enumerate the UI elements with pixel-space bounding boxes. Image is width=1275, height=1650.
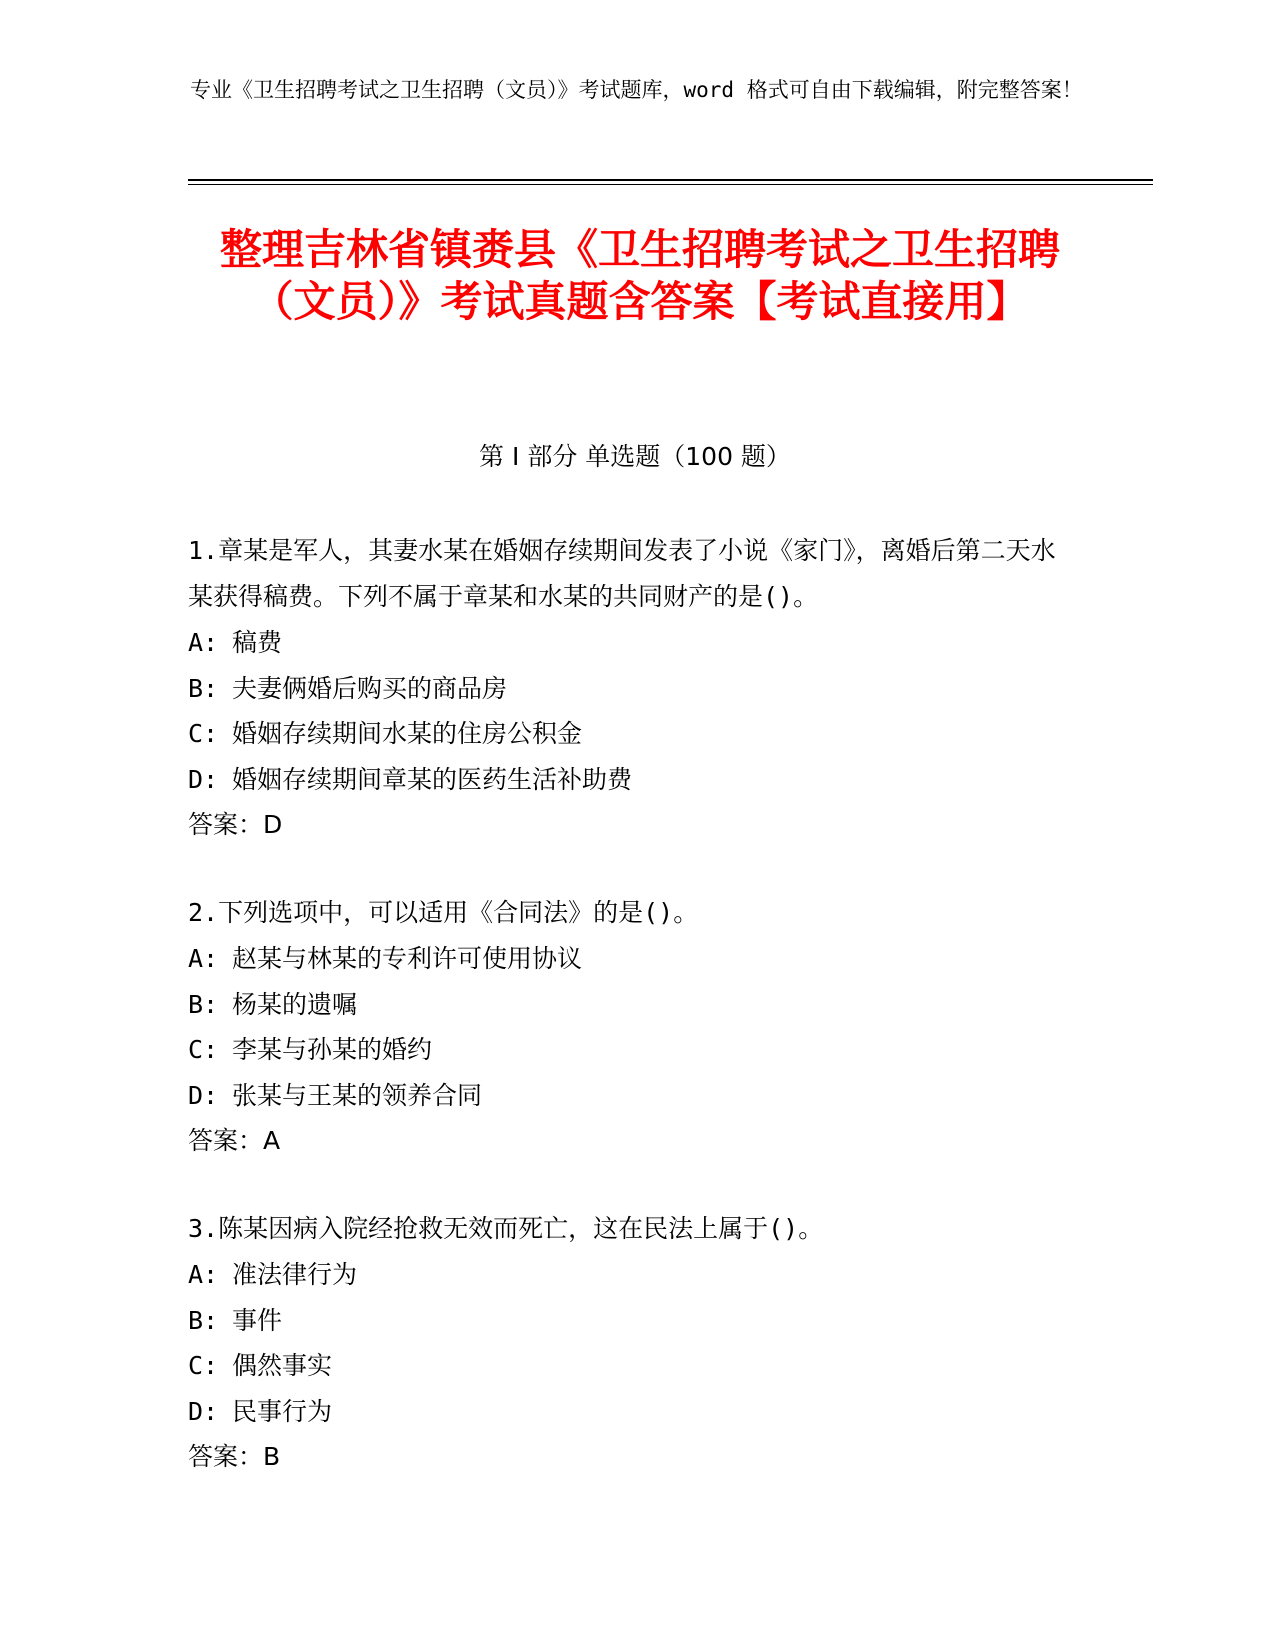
answer-line: 答案：B <box>188 1442 281 1471</box>
option-letter: B: <box>188 673 219 703</box>
option-text: 张某与王某的领养合同 <box>232 1080 483 1110</box>
option-letter: C: <box>188 1351 219 1380</box>
option-d <box>188 757 1088 803</box>
question-3 <box>188 1206 1088 1480</box>
option-letter: A: <box>188 944 219 973</box>
option-a <box>188 936 1088 982</box>
option-letter: B: <box>188 1305 219 1335</box>
option-letter: A: <box>188 628 219 657</box>
document-title: 整理吉林省镇赉县《卫生招聘考试之卫生招聘（文员）》考试真题含答案【考试直接用】 <box>219 225 1060 326</box>
option-b <box>188 1298 1088 1344</box>
header-rule-thick <box>188 179 1153 181</box>
option-letter: C: <box>188 719 219 748</box>
option-text: 赵某与林某的专利许可使用协议 <box>232 944 583 973</box>
option-text: 偶然事实 <box>232 1351 333 1380</box>
option-letter: D: <box>188 764 219 794</box>
answer-line: 答案：A <box>188 1126 281 1155</box>
option-text: 民事行为 <box>232 1396 333 1426</box>
header-rule-thin <box>188 184 1153 185</box>
option-text: 婚姻存续期间水某的住房公积金 <box>232 719 583 748</box>
option-letter: D: <box>188 1080 219 1110</box>
question-1 <box>188 528 1088 848</box>
option-a <box>188 620 1088 666</box>
option-b <box>188 666 1088 712</box>
option-letter: B: <box>188 989 219 1019</box>
option-c <box>188 711 1088 757</box>
option-d <box>188 1389 1088 1435</box>
option-c <box>188 1027 1088 1073</box>
option-d <box>188 1073 1088 1119</box>
option-text: 稿费 <box>232 628 283 657</box>
option-letter: A: <box>188 1260 219 1289</box>
option-text: 李某与孙某的婚约 <box>232 1035 433 1064</box>
question-2 <box>188 890 1088 1164</box>
question-stem: 3.陈某因病入院经抢救无效而死亡，这在民法上属于()。 <box>188 1214 824 1243</box>
option-letter: C: <box>188 1035 219 1064</box>
option-a <box>188 1252 1088 1298</box>
option-c <box>188 1343 1088 1389</box>
question-stem: 2.下列选项中，可以适用《合同法》的是()。 <box>188 898 699 927</box>
option-text: 杨某的遗嘱 <box>232 989 358 1019</box>
option-text: 夫妻俩婚后购买的商品房 <box>232 673 508 703</box>
option-b <box>188 982 1088 1028</box>
answer-line: 答案：D <box>188 810 283 839</box>
option-text: 婚姻存续期间章某的医药生活补助费 <box>232 764 633 794</box>
section-heading: 第 I 部分 单选题（100 题） <box>479 442 791 471</box>
option-text: 准法律行为 <box>232 1260 358 1289</box>
question-stem: 1.章某是军人，其妻水某在婚姻存续期间发表了小说《家门》，离婚后第二天水某获得稿费。下列不属于章某和水某的共同财产的是()。 <box>188 536 1056 611</box>
option-text: 事件 <box>232 1305 283 1335</box>
question-list <box>188 528 1088 1522</box>
header-note: 专业《卫生招聘考试之卫生招聘（文员）》考试题库，word 格式可自由下载编辑，附完整答案！ <box>190 78 1083 102</box>
option-letter: D: <box>188 1396 219 1426</box>
